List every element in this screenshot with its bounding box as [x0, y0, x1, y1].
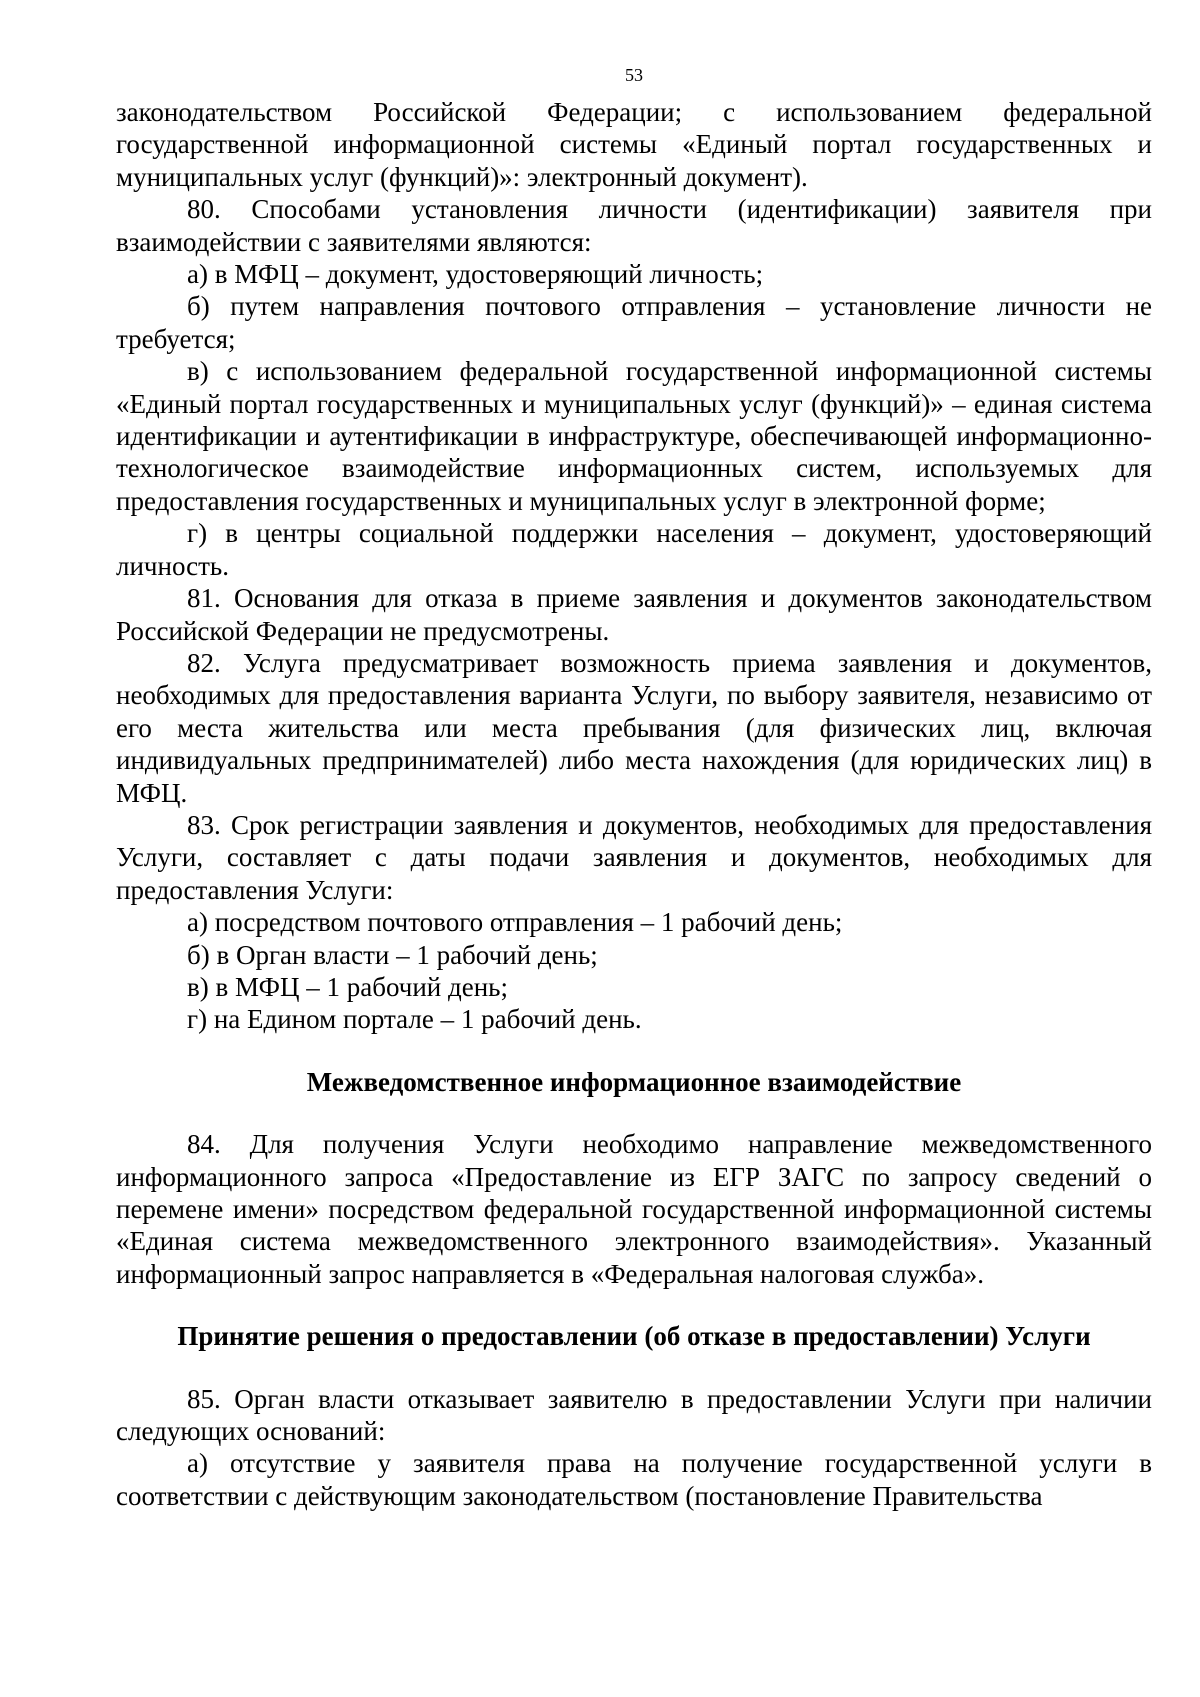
paragraph-80: 80. Способами установления личности (идентификации) заявителя при взаимодействии с заявителями являются:: [116, 194, 1152, 257]
paragraph-81: 81. Основания для отказа в приеме заявления и документов законодательством Российской Федерации не предусмотрены.: [116, 583, 1152, 646]
list-item-85-a: а) отсутствие у заявителя права на получение государственной услуги в соответствии с действующим законодательством (постановление Правительства: [116, 1448, 1152, 1511]
list-item-80-a: а) в МФЦ – документ, удостоверяющий личность;: [187, 259, 764, 290]
list-item-83-b: б) в Орган власти – 1 рабочий день;: [187, 939, 598, 970]
paragraph-82: 82. Услуга предусматривает возможность приема заявления и документов, необходимых для предоставления варианта Услуги, по выбору заявителя, независимо от его места жительства или места пребывания (для физических лиц, включая индивидуальных предпринимателей) либо места нахождения (для юридических лиц) в МФЦ.: [116, 647, 1152, 808]
list-item-80-g: г) в центры социальной поддержки населения – документ, удостоверяющий личность.: [116, 518, 1152, 581]
list-item-80-b: б) путем направления почтового отправления – установление личности не требуется;: [116, 291, 1152, 354]
document-page: [116, 66, 1152, 1512]
list-item-80-v: в) с использованием федеральной государственной информационной системы «Единый портал государственных и муниципальных услуг (функций)» – единая система идентификации и аутентификации в инфраструктуре, обеспечивающей информационно-технологическое взаимодействие информационных систем, используемых для предоставления государственных и муниципальных услуг в электронной форме;: [116, 356, 1152, 516]
list-item-83-v: в) в МФЦ – 1 рабочий день;: [187, 971, 508, 1002]
page-number: 53: [625, 65, 643, 85]
paragraph-83: 83. Срок регистрации заявления и документов, необходимых для предоставления Услуги, составляет с даты подачи заявления и документов, необходимых для предоставления Услуги:: [116, 809, 1152, 905]
paragraph-84: 84. Для получения Услуги необходимо направление межведомственного информационного запроса «Предоставление из ЕГР ЗАГС по запросу сведений о перемене имени» посредством федеральной государственной информационной системы «Единая система межведомственного электронного взаимодействия». Указанный информационный запрос направляется в «Федеральная налоговая служба».: [116, 1129, 1152, 1289]
list-item-83-g: г) на Едином портале – 1 рабочий день.: [187, 1004, 642, 1035]
list-item-83-a: а) посредством почтового отправления – 1 рабочий день;: [187, 907, 843, 938]
section-heading-decision: Принятие решения о предоставлении (об отказе в предоставлении) Услуги: [177, 1321, 1091, 1352]
paragraph-continuation: законодательством Российской Федерации; с использованием федеральной государственной информационной системы «Единый портал государственных и муниципальных услуг (функций)»: электронный документ).: [116, 97, 1152, 192]
section-heading-interagency: Межведомственное информационное взаимодействие: [306, 1066, 962, 1097]
paragraph-85: 85. Орган власти отказывает заявителю в предоставлении Услуги при наличии следующих оснований:: [116, 1383, 1152, 1447]
